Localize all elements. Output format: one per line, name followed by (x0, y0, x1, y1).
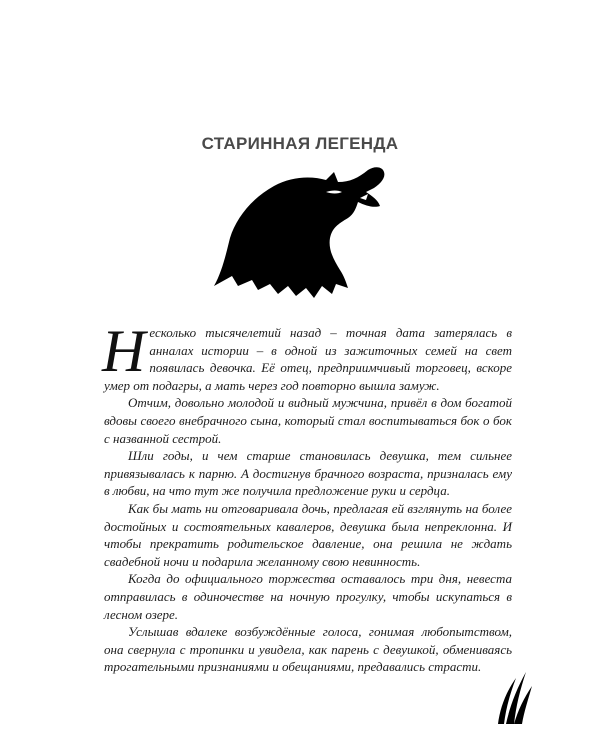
legend-text (102, 318, 512, 676)
paragraph-4: Как бы мать ни отговаривала дочь, предлагая ей взглянуть на более достойных и состоятельных кавалеров, девушка была непреклонна. И чтобы прекратить родительское давление, она решила не ждать свадебной ночи и подарила желанному свою невинность. (104, 500, 512, 569)
paragraph-2: Отчим, довольно молодой и видный мужчина, привёл в дом богатой вдовы своего внебрачного сына, который стал воспитываться бок о бок с названной сестрой. (104, 395, 512, 446)
paragraph-3: Шли годы, и чем старше становилась девушка, тем сильнее привязывалась к парню. А достигнув брачного возраста, призналась ему в любви, на что тут же получила предложение руки и сердца. (104, 448, 512, 499)
paragraph-5: Когда до официального торжества оставалось три дня, невеста отправилась в одиночестве на ночную прогулку, чтобы искупаться в лесном озере. (104, 571, 512, 622)
paragraph-1: Несколько тысячелетий назад – точная дата затерялась в анналах истории – в одной из зажиточных семей на свет появилась девочка. Её отец, предприимчивый торговец, вскоре умер от подагры, а мать через год повторно вышла замуж. (102, 318, 512, 393)
howling-wolf-icon (208, 162, 388, 302)
chapter-title: СТАРИННАЯ ЛЕГЕНДА (201, 134, 399, 153)
drop-cap: Н (102, 318, 146, 384)
paragraph-6: Услышав вдалеке возбуждённые голоса, гонимая любопытством, она свернула с тропинки и увидела, как парень с девушкой, обмениваясь трогательными признаниями и обещаниями, предавались страсти. (104, 624, 512, 675)
claw-marks-icon (492, 668, 532, 726)
